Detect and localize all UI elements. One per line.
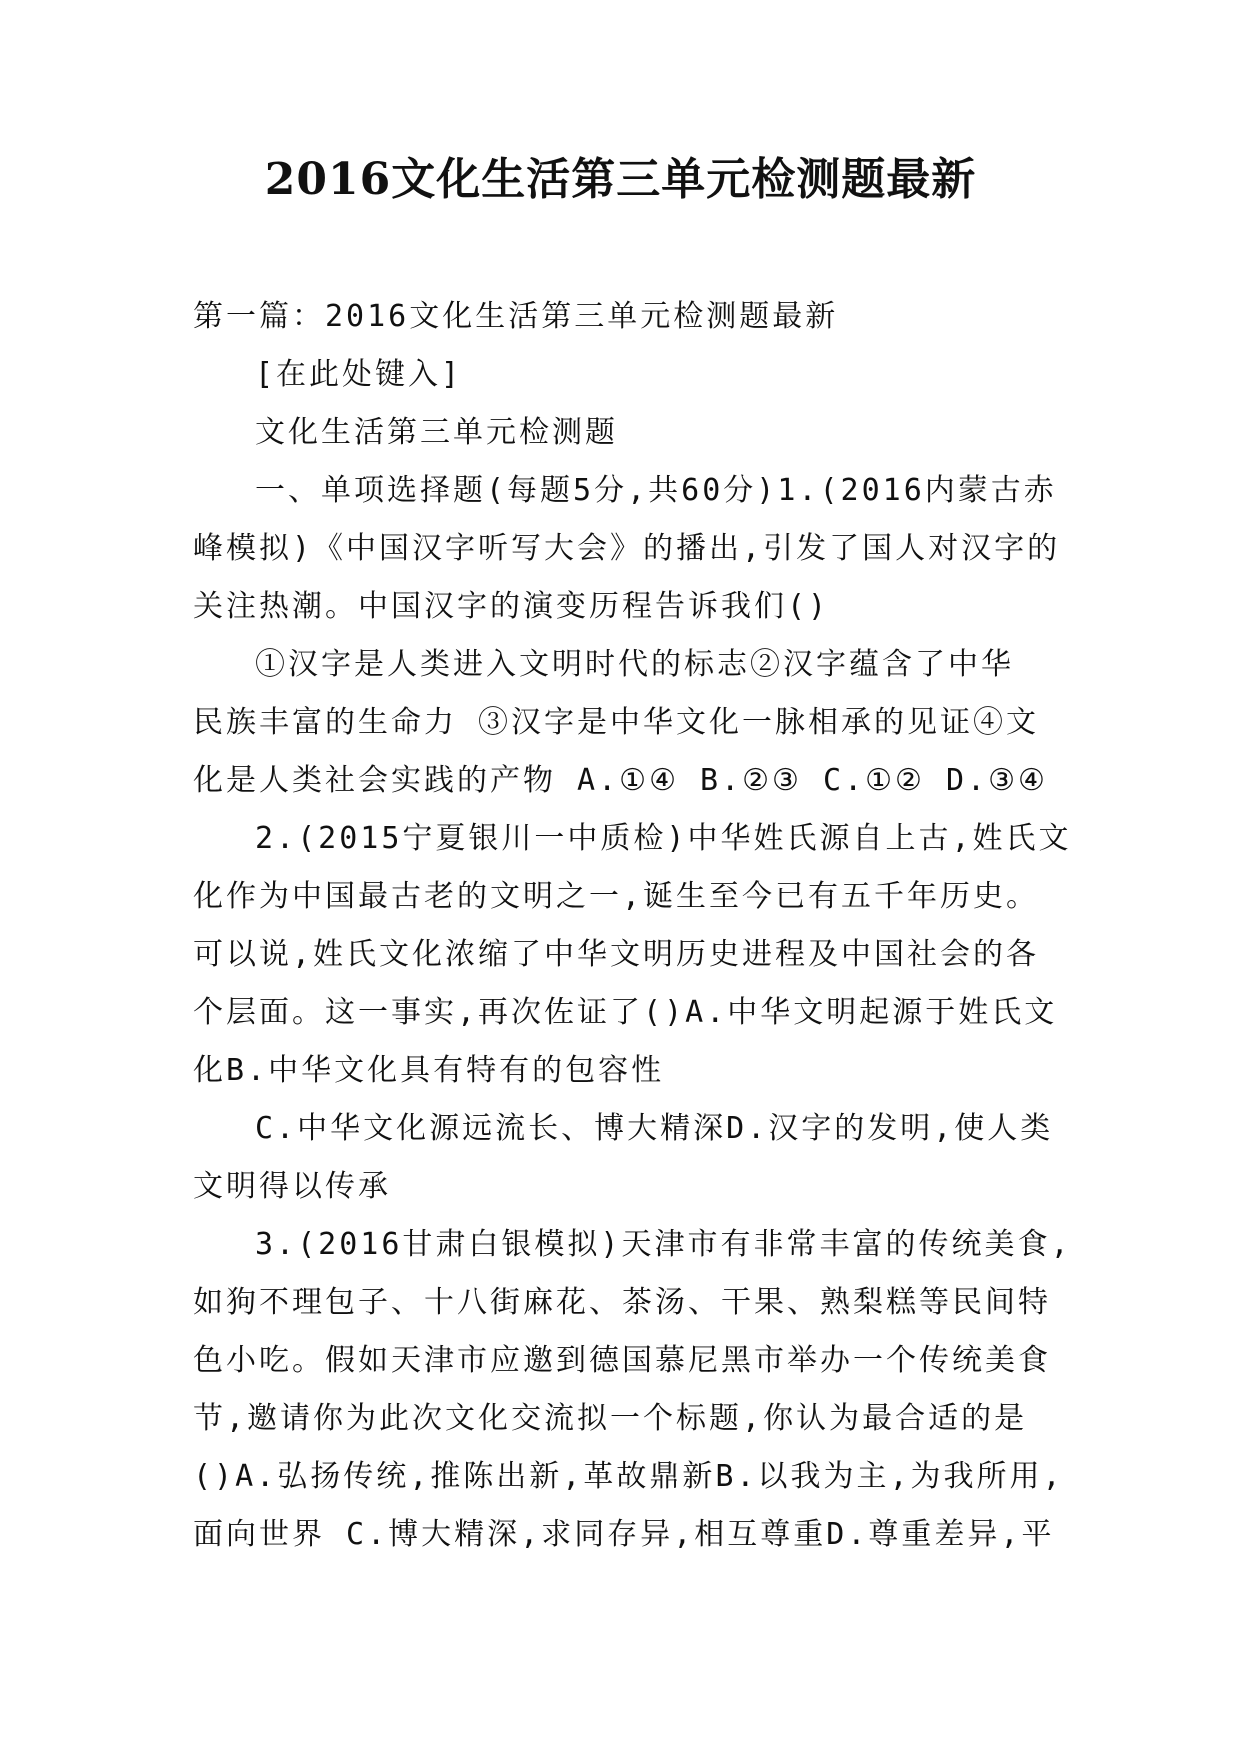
question-2-line-2: 化作为中国最古老的文明之一,诞生至今已有五千年历史。 (193, 879, 1040, 914)
question-2-options-line-1: C.中华文化源远流长、博大精深D.汉字的发明,使人类 (255, 1111, 1054, 1146)
question-3-line-6: 面向世界 C.博大精深,求同存异,相互尊重D.尊重差异,平 (193, 1517, 1055, 1552)
question-1-options-line-2: 民族丰富的生命力 ③汉字是中华文化一脉相承的见证④文 (193, 705, 1040, 740)
question-2-options-line-2: 文明得以传承 (193, 1169, 391, 1204)
question-1-options-line-1: ①汉字是人类进入文明时代的标志②汉字蕴含了中华 (255, 647, 1014, 682)
question-1-line-2: 峰模拟)《中国汉字听写大会》的播出,引发了国人对汉字的 (193, 531, 1061, 566)
question-3-line-3: 色小吃。假如天津市应邀到德国慕尼黑市举办一个传统美食 (193, 1343, 1051, 1378)
placeholder-text-line: [在此处键入] (255, 357, 463, 392)
question-2-line-3: 可以说,姓氏文化浓缩了中华文明历史进程及中国社会的各 (193, 937, 1040, 972)
question-2-line-4: 个层面。这一事实,再次佐证了()A.中华文明起源于姓氏文 (193, 995, 1058, 1030)
question-3-line-1: 3.(2016甘肃白银模拟)天津市有非常丰富的传统美食, (255, 1227, 1072, 1262)
question-2-line-1: 2.(2015宁夏银川一中质检)中华姓氏源自上古,姓氏文 (255, 821, 1072, 856)
question-1-options-line-3: 化是人类社会实践的产物 A.①④ B.②③ C.①② D.③④ (193, 763, 1048, 798)
question-3-line-5: ()A.弘扬传统,推陈出新,革故鼎新B.以我为主,为我所用, (193, 1459, 1064, 1494)
subtitle-line: 文化生活第三单元检测题 (255, 415, 618, 450)
question-3-line-2: 如狗不理包子、十八街麻花、茶汤、干果、熟梨糕等民间特 (193, 1285, 1051, 1320)
document-title: 2016文化生活第三单元检测题最新 (264, 154, 977, 205)
section-heading-line: 第一篇：2016文化生活第三单元检测题最新 (193, 299, 839, 334)
question-1-line-3: 关注热潮。中国汉字的演变历程告诉我们() (193, 589, 830, 624)
question-2-line-5: 化B.中华文化具有特有的包容性 (193, 1053, 665, 1088)
document-body (193, 288, 1072, 1564)
question-3-line-4: 节,邀请你为此次文化交流拟一个标题,你认为最合适的是 (193, 1401, 1028, 1436)
question-1-line-1: 一、单项选择题(每题5分,共60分)1.(2016内蒙古赤 (255, 473, 1057, 508)
